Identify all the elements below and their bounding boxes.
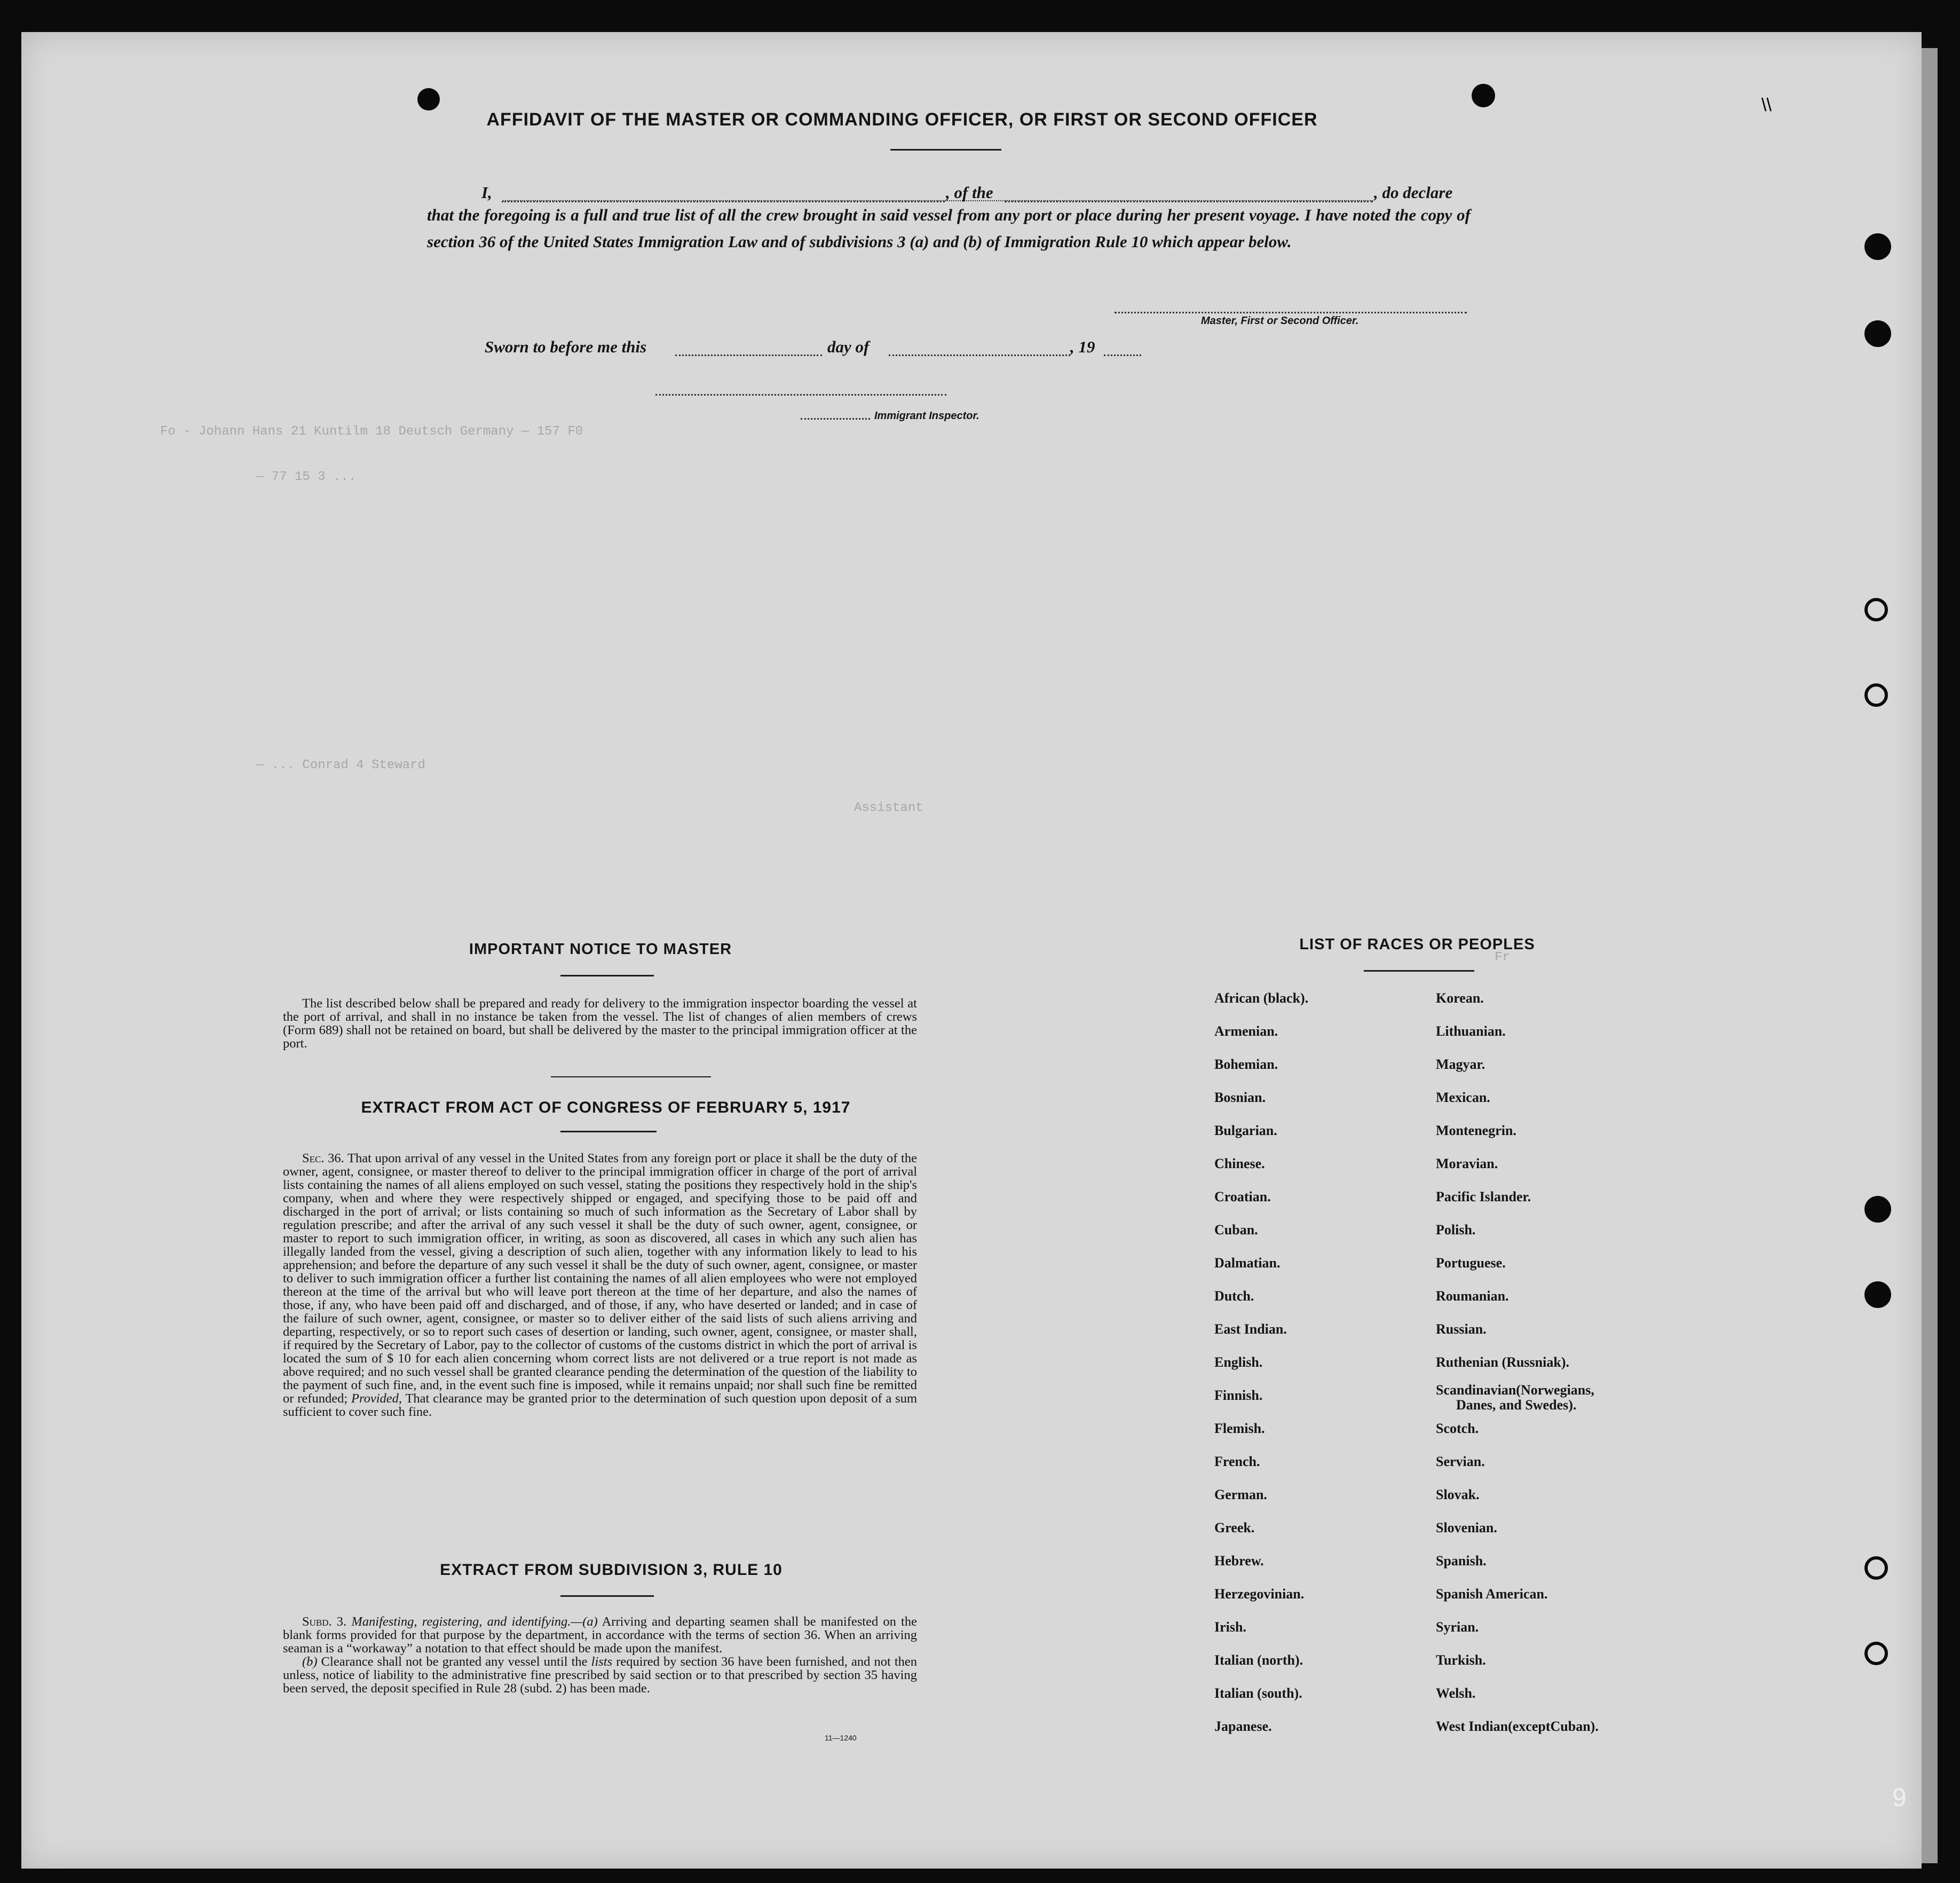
race-item: Scandinavian(Norwegians, xyxy=(1436,1382,1594,1398)
punch-hole-right-3 xyxy=(1864,598,1888,621)
punch-hole-top-right xyxy=(1472,84,1495,107)
punch-hole-right-7 xyxy=(1864,1556,1888,1580)
race-item: Flemish. xyxy=(1214,1421,1265,1436)
b-label: (b) xyxy=(302,1654,318,1669)
inspector-label: Immigrant Inspector. xyxy=(874,410,979,422)
act-body: That upon arrival of any vessel in the United States from any foreign port or place it shall be the duty of the owner, agent, consignee, or master thereof to deliver to the principal immigration officer in charge of the port of arrival lists containing the names of all aliens employed on such vessel, stating the positions they respectively hold in the ship's company, when and where they were respectively shipped or engaged, and specifying those to be paid off and discharged in the port of arrival; or lists containing so much of such information as the Secretary of Labor shall by regulation prescribe; and after the arrival of any such vessel it shall be the duty of such owner, agent, consignee, or master to report to such immigration officer, in writing, as soon as discovered, all cases in which any such alien has illegally landed from the vessel, giving a description of such alien, together with any information likely to lead to his apprehension; and before the departure of any such vessel it shall be the duty of such owner, agent, consignee, or master to deliver to such immigration officer a further list containing the names of all alien employees who were not employed thereon at the time of the arrival but who will leave port thereon at the time of her departure, and also the names of those, if any, who have been paid off and discharged, and of those, if any, who have deserted or landed; and in case of the failure of such owner, agent, consignee, or master so to deliver either of the said lists of such aliens arriving and departing, respectively, or so to report such cases of desertion or landing, such owner, agent, consignee, or master shall, if required by the Secretary of Labor, pay to the collector of customs of the customs district in which the port of arrival is located the sum of $ 10 for each alien concerning whom correct lists are not delivered or a true report is not made as above required; and no such vessel shall be granted clearance pending the determination of the question of the liability to the payment of such fine, and, in the event such fine is imposed, while it remains unpaid; nor shall such fine be remitted or refunded; xyxy=(283,1151,917,1406)
race-item: Ruthenian (Russniak). xyxy=(1436,1354,1569,1370)
subd-heading: Manifesting, registering, and identifying.—(a) xyxy=(351,1614,598,1629)
race-item: Dalmatian. xyxy=(1214,1255,1281,1271)
race-item: Moravian. xyxy=(1436,1156,1498,1171)
punch-hole-right-2 xyxy=(1864,320,1891,347)
race-item: English. xyxy=(1214,1354,1263,1370)
race-item: Cuban. xyxy=(1214,1222,1258,1238)
do-declare-label: , do declare xyxy=(1374,183,1453,202)
inspector-prefix-line xyxy=(801,418,870,420)
race-item: Pacific Islander. xyxy=(1436,1189,1531,1204)
races-title-underline xyxy=(1364,970,1474,972)
race-item: Chinese. xyxy=(1214,1156,1265,1171)
race-item: East Indian. xyxy=(1214,1321,1287,1337)
race-item: Armenian. xyxy=(1214,1023,1278,1039)
punch-hole-right-4 xyxy=(1864,683,1888,707)
race-item: Italian (north). xyxy=(1214,1652,1303,1668)
month-field[interactable] xyxy=(889,354,1070,356)
act-title-underline xyxy=(560,1131,657,1132)
notice-title: IMPORTANT NOTICE TO MASTER xyxy=(469,941,732,958)
race-item: French. xyxy=(1214,1454,1260,1469)
race-item: German. xyxy=(1214,1487,1267,1502)
punch-hole-right-1 xyxy=(1864,233,1891,260)
race-item: Scotch. xyxy=(1436,1421,1479,1436)
race-item: Dutch. xyxy=(1214,1288,1254,1304)
race-item: Herzegovinian. xyxy=(1214,1586,1305,1602)
subd-text-b2: required by section 36 have been furnished, and not then unless, notice of liability to the administrative fine prescribed by said section or to that prescribed by section 35 having been served, the deposit specified in Rule 28 (subd. 2) has been made. xyxy=(283,1654,918,1696)
race-item: Finnish. xyxy=(1214,1388,1263,1403)
year-label: , 19 xyxy=(1070,337,1095,356)
sec-label: Sec. 36. xyxy=(302,1151,344,1165)
title-underline xyxy=(890,149,1001,151)
rule-title-underline xyxy=(560,1595,654,1597)
subd-text-b1: Clearance shall not be granted any vessel until the xyxy=(321,1654,588,1669)
document-page xyxy=(21,32,1922,1869)
punch-hole-right-8 xyxy=(1864,1642,1888,1665)
race-item: Italian (south). xyxy=(1214,1685,1302,1701)
race-item: Hebrew. xyxy=(1214,1553,1264,1569)
race-item: Bulgarian. xyxy=(1214,1123,1277,1138)
race-item: Bohemian. xyxy=(1214,1057,1278,1072)
inspector-signature-line[interactable] xyxy=(655,394,946,396)
notice-title-underline xyxy=(560,975,654,976)
rule-text xyxy=(283,1615,917,1695)
race-item: Croatian. xyxy=(1214,1189,1271,1204)
races-title: LIST OF RACES OR PEOPLES xyxy=(1299,936,1535,953)
punch-hole-top-left xyxy=(417,88,440,111)
bleed-through-text: Assistant xyxy=(854,801,923,815)
rule-title: EXTRACT FROM SUBDIVISION 3, RULE 10 xyxy=(440,1561,783,1579)
affidavit-title: AFFIDAVIT OF THE MASTER OR COMMANDING OFFICER, OR FIRST OR SECOND OFFICER xyxy=(486,109,1318,130)
rule-paragraph-a xyxy=(283,1615,917,1655)
sworn-label: Sworn to before me this xyxy=(485,337,647,356)
signature-line[interactable] xyxy=(1115,312,1467,313)
race-item: Bosnian. xyxy=(1214,1090,1266,1105)
bleed-through-text: Fr xyxy=(1495,950,1510,965)
year-field[interactable] xyxy=(1104,354,1141,356)
act-paragraph xyxy=(283,1152,917,1419)
rule-paragraph-b xyxy=(283,1655,917,1695)
day-field[interactable] xyxy=(675,354,822,356)
notice-divider xyxy=(551,1076,711,1077)
affidavit-statement: that the foregoing is a full and true list of all the crew brought in said vessel from any port or place during her present voyage. I have noted the copy of section 36 of the United States Immigration Law and of subdivisions 3 (a) and (b) of Immigration Rule 10 which appear below. xyxy=(427,206,1471,251)
race-item: Slovenian. xyxy=(1436,1520,1497,1535)
race-item: West Indian(exceptCuban). xyxy=(1436,1719,1599,1734)
act-text xyxy=(283,1152,917,1419)
race-item: Irish. xyxy=(1214,1619,1246,1635)
race-item: Portuguese. xyxy=(1436,1255,1506,1271)
provided-text: That clearance may be granted prior to the determination of such question upon deposit of a sum sufficient to cover such fine. xyxy=(283,1391,918,1419)
lists-word: lists xyxy=(591,1654,613,1669)
race-item: Syrian. xyxy=(1436,1619,1479,1635)
margin-mark-top: \\ xyxy=(1761,95,1772,115)
race-item: Welsh. xyxy=(1436,1685,1476,1701)
race-item: Korean. xyxy=(1436,990,1484,1006)
race-item: Turkish. xyxy=(1436,1652,1486,1668)
race-item: Roumanian. xyxy=(1436,1288,1509,1304)
race-item: Lithuanian. xyxy=(1436,1023,1506,1039)
day-of-label: day of xyxy=(827,337,870,356)
bleed-through-text: Fo - Johann Hans 21 Kuntilm 18 Deutsch Germany — 157 F0 xyxy=(160,424,583,439)
race-item: Russian. xyxy=(1436,1321,1487,1337)
page-edge xyxy=(1922,48,1938,1863)
race-item: Magyar. xyxy=(1436,1057,1485,1072)
form-number: 11—1240 xyxy=(825,1734,857,1742)
race-item: Slovak. xyxy=(1436,1487,1480,1502)
bleed-through-text: — ... Conrad 4 Steward xyxy=(256,758,425,773)
notice-paragraph: The list described below shall be prepared and ready for delivery to the immigration inspector boarding the vessel at the port of arrival, and shall in no instance be taken from the vessel. The list of changes of alien members of crews (Form 689) shall not be retained on board, but shall be delivered by the master to the principal immigration officer at the port. xyxy=(283,996,917,1051)
signature-label: Master, First or Second Officer. xyxy=(1201,315,1359,327)
punch-hole-right-5 xyxy=(1864,1196,1891,1223)
race-item: Polish. xyxy=(1436,1222,1476,1238)
notice-text xyxy=(283,997,917,1050)
race-item: African (black). xyxy=(1214,990,1309,1006)
race-item: Servian. xyxy=(1436,1454,1485,1469)
race-item: Spanish. xyxy=(1436,1553,1487,1569)
race-item: Greek. xyxy=(1214,1520,1255,1535)
i-label: I, xyxy=(481,183,492,202)
bleed-through-text: — 77 15 3 ... xyxy=(256,470,357,484)
margin-mark-bottom: 9 xyxy=(1892,1784,1907,1812)
race-item: Japanese. xyxy=(1214,1719,1272,1734)
subd-label: Subd. 3. xyxy=(302,1614,347,1629)
race-item: Mexican. xyxy=(1436,1090,1490,1105)
punch-hole-right-6 xyxy=(1864,1281,1891,1308)
race-item: Danes, and Swedes). xyxy=(1456,1397,1577,1413)
act-title: EXTRACT FROM ACT OF CONGRESS OF FEBRUARY 5, 1917 xyxy=(361,1099,851,1116)
race-item: Montenegrin. xyxy=(1436,1123,1516,1138)
of-the-label: , of the xyxy=(946,183,993,202)
race-item: Spanish American. xyxy=(1436,1586,1548,1602)
provided-label: Provided, xyxy=(351,1391,402,1406)
subd-text-a: Arriving and departing seamen shall be manifested on the blank forms provided for that purpose by the department, in accordance with the terms of section 36. When an arriving seaman is a “workaway” a notation to that effect should be made upon the manifest. xyxy=(283,1614,917,1656)
